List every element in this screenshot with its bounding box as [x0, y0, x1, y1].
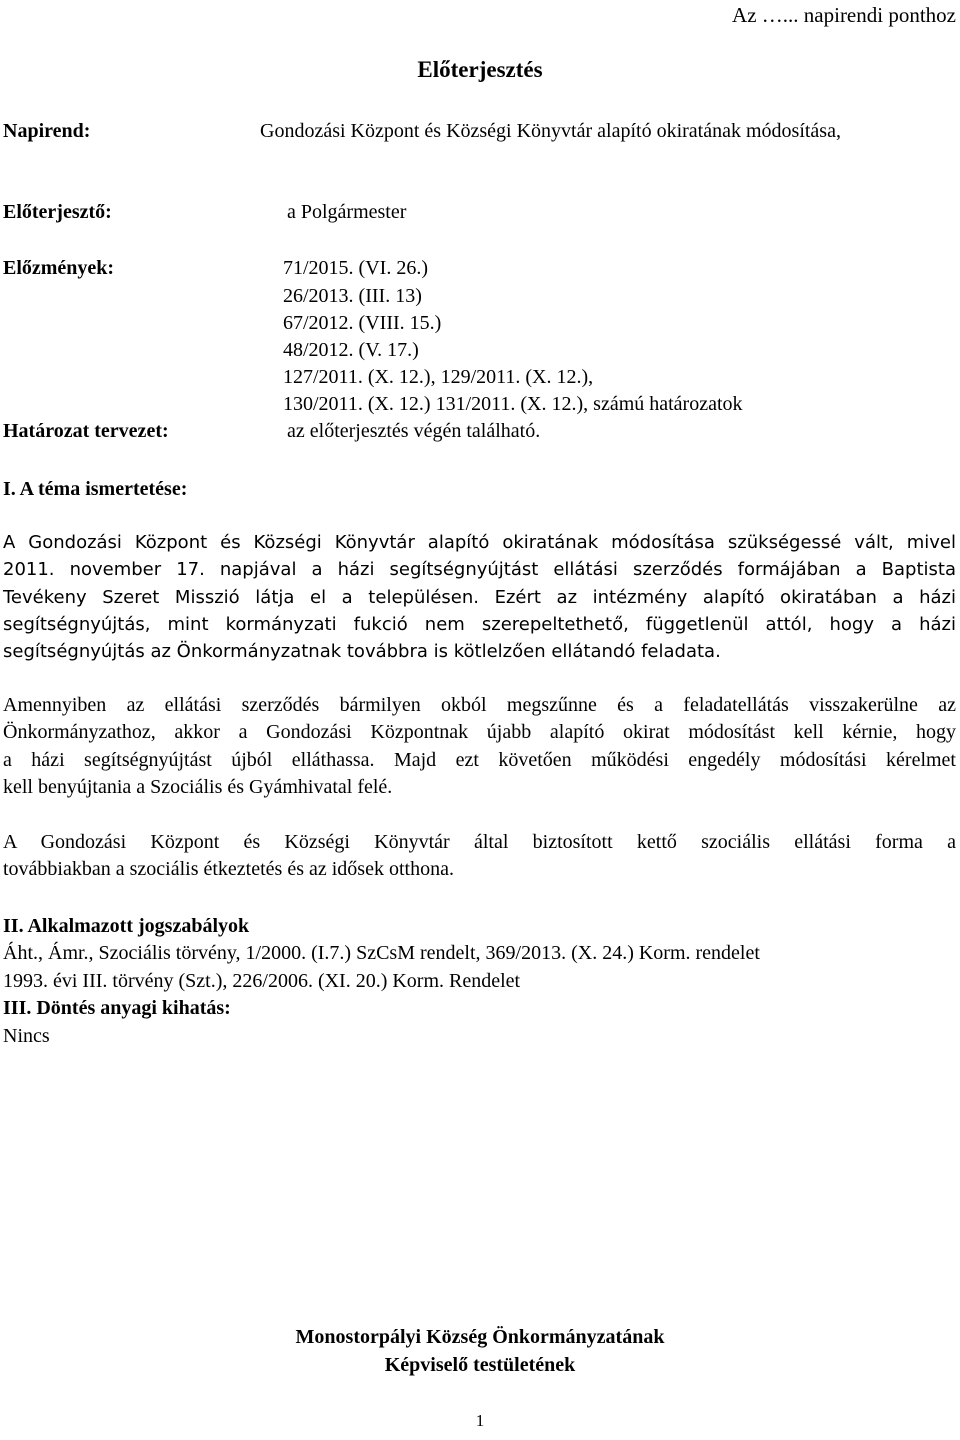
legislation-line: 1993. évi III. törvény (Szt.), 226/2006. (XI. 20.) Korm. Rendelet	[3, 970, 521, 992]
section-1-heading: I. A téma ismertetése:	[3, 478, 188, 500]
antecedent-line: 48/2012. (V. 17.)	[283, 339, 419, 361]
agenda-label: Napirend:	[3, 120, 91, 142]
paragraph-line: segítségnyújtás, mint kormányzati fukció nem szerepeltethető, függetlenül attól, hogy a házi	[3, 613, 956, 635]
paragraph-line: segítségnyújtás az Önkormányzatnak továbbra is kötlelzően ellátandó feladata.	[3, 641, 721, 663]
section-1-paragraph-2	[3, 692, 956, 801]
paragraph-line: Önkormányzathoz, akkor a Gondozási Központnak újabb alapító okirat módosítást kell kérnie, hogy	[3, 721, 956, 744]
paragraph-line: továbbiakban a szociális étkeztetés és az idősek otthona.	[3, 858, 454, 881]
antecedent-line: 127/2011. (X. 12.), 129/2011. (X. 12.),	[283, 366, 594, 388]
draft-label: Határozat tervezet:	[3, 420, 169, 442]
agenda-value: Gondozási Központ és Községi Könyvtár alapító okiratának módosítása,	[260, 120, 841, 142]
page-number: 1	[475, 1411, 485, 1430]
presenter-value: a Polgármester	[287, 201, 407, 223]
addressee	[0, 1323, 960, 1379]
paragraph-line: A Gondozási Központ és Községi Könyvtár alapító okiratának módosítása szükségessé vált, mivel	[3, 532, 956, 553]
paragraph-line: Tevékeny Szeret Misszió látja el a településen. Ezért az intézmény alapító okiratában a házi	[3, 586, 956, 608]
draft-value: az előterjesztés végén található.	[287, 420, 541, 442]
antecedent-line: 71/2015. (VI. 26.)	[283, 257, 428, 279]
paragraph-line: a házi segítségnyújtást újból elláthassa. Majd ezt követően működési engedély módosítási kérelmet	[3, 748, 956, 771]
paragraph-line: kell benyújtania a Szociális és Gyámhivatal felé.	[3, 775, 393, 798]
antecedent-line: 26/2013. (III. 13)	[283, 285, 422, 307]
paragraph-line: 2011. november 17. napjával a házi segítségnyújtást ellátási szerződés formájában a Baptista	[3, 559, 956, 581]
document-title: Előterjesztés	[417, 57, 543, 82]
section-1-paragraph-1	[3, 529, 956, 665]
section-3-value: Nincs	[3, 1025, 50, 1047]
antecedent-line: 130/2011. (X. 12.) 131/2011. (X. 12.), számú határozatok	[283, 393, 743, 415]
section-1-paragraph-3	[3, 829, 956, 884]
agenda-reference: Az …... napirendi ponthoz	[732, 3, 956, 27]
paragraph-line: A Gondozási Központ és Községi Könyvtár által biztosított kettő szociális ellátási forma a	[3, 831, 956, 853]
legislation-line: Áht., Ámr., Szociális törvény, 1/2000. (I.7.) SzCsM rendelt, 369/2013. (X. 24.) Korm. rendelet	[3, 942, 760, 964]
addressee-line-1: Monostorpályi Község Önkormányzatának	[295, 1326, 665, 1348]
antecedent-line: 67/2012. (VIII. 15.)	[283, 312, 442, 334]
paragraph-line: Amennyiben az ellátási szerződés bármilyen okból megszűnne és a feladatellátás visszakerülne az	[3, 694, 956, 716]
presenter-label: Előterjesztő:	[3, 201, 112, 223]
section-3-heading: III. Döntés anyagi kihatás:	[3, 997, 231, 1019]
antecedents-label: Előzmények:	[3, 257, 115, 279]
addressee-line-2: Képviselő testületének	[384, 1354, 576, 1376]
section-2-heading: II. Alkalmazott jogszabályok	[3, 915, 250, 937]
